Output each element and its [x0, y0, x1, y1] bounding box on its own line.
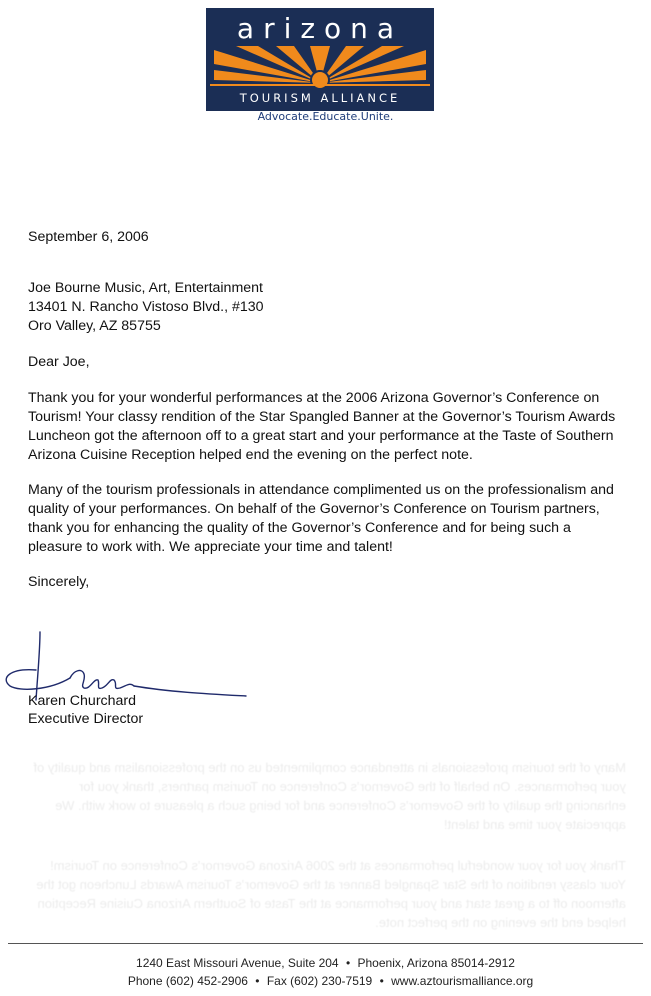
- footer-address: 1240 East Missouri Avenue, Suite 204: [136, 956, 339, 970]
- logo-word: arizona: [236, 12, 404, 45]
- show-through-paragraph: Thank you for your wonderful performances at the 2006 Arizona Governor’s Conference on Tourism! Your classy rendition of the Star Spangled Banner at the Governor’s Tourism Awards Luncheon got the afternoon off to a great start and your performance at the Taste of Southern Arizona Cuisine Reception helped end the evening on the perfect note.: [36, 858, 626, 930]
- body-paragraph: Thank you for your wonderful performances at the 2006 Arizona Governor’s Conference on Tourism! Your classy rendition of the Star Spangled Banner at the Governor’s Tourism Awards Luncheon got the afternoon off to a great start and your performance at the Taste of Southern Arizona Cuisine Reception helped end the evening on the perfect note.: [28, 390, 616, 463]
- footer-phone: Phone (602) 452-2906: [127, 974, 248, 988]
- address-line: Joe Bourne Music, Art, Entertainment: [28, 280, 263, 296]
- tagline-advocate: Advocate.: [257, 110, 313, 123]
- salutation: Dear Joe,: [28, 354, 90, 370]
- bullet-separator: •: [345, 956, 351, 970]
- tagline-educate: Educate.: [312, 110, 361, 123]
- footer-city: Phoenix, Arizona 85014-2912: [357, 956, 515, 970]
- letter-date: September 6, 2006: [28, 229, 149, 245]
- body-paragraph: Many of the tourism professionals in attendance complimented us on the professionalism and quality of your performances. On behalf of the Governor’s Conference on Tourism partners, thank you for enhancing the quality of the Governor’s Conference and for being such a pleasure to work with. We appreciate your time and talent!: [28, 482, 614, 555]
- logo-subtitle: TOURISM ALLIANCE: [239, 91, 401, 105]
- signer-title: Executive Director: [28, 711, 144, 727]
- footer: [0, 954, 651, 990]
- signer-name: Karen Churchard: [28, 693, 137, 709]
- address-line: 13401 N. Rancho Vistoso Blvd., #130: [28, 299, 264, 315]
- footer-divider: [8, 943, 643, 944]
- tagline-unite: Unite.: [360, 110, 394, 123]
- recipient-address: [28, 279, 628, 336]
- footer-line-1: [0, 954, 651, 972]
- bullet-separator: •: [255, 974, 260, 988]
- tagline: [0, 110, 651, 123]
- signer-block: [28, 692, 143, 728]
- show-through-paragraph: Many of the tourism professionals in attendance complimented us on the professionalism and quality of your performances. On behalf of the Governor’s Conference on Tourism partners, thank you for enhancing the quality of the Governor’s Conference and for being such a pleasure to work with. We appreciate your time and talent!: [33, 760, 626, 832]
- arizona-tourism-alliance-logo: [206, 8, 434, 111]
- closing: Sincerely,: [28, 574, 90, 590]
- footer-fax: Fax (602) 230-7519: [266, 974, 373, 988]
- footer-line-2: [10, 972, 651, 990]
- footer-website: www.aztourismalliance.org: [391, 974, 534, 988]
- bullet-separator: •: [379, 974, 384, 988]
- address-line: Oro Valley, AZ 85755: [28, 318, 161, 334]
- letter-body: [28, 228, 628, 592]
- show-through-text: [26, 758, 626, 932]
